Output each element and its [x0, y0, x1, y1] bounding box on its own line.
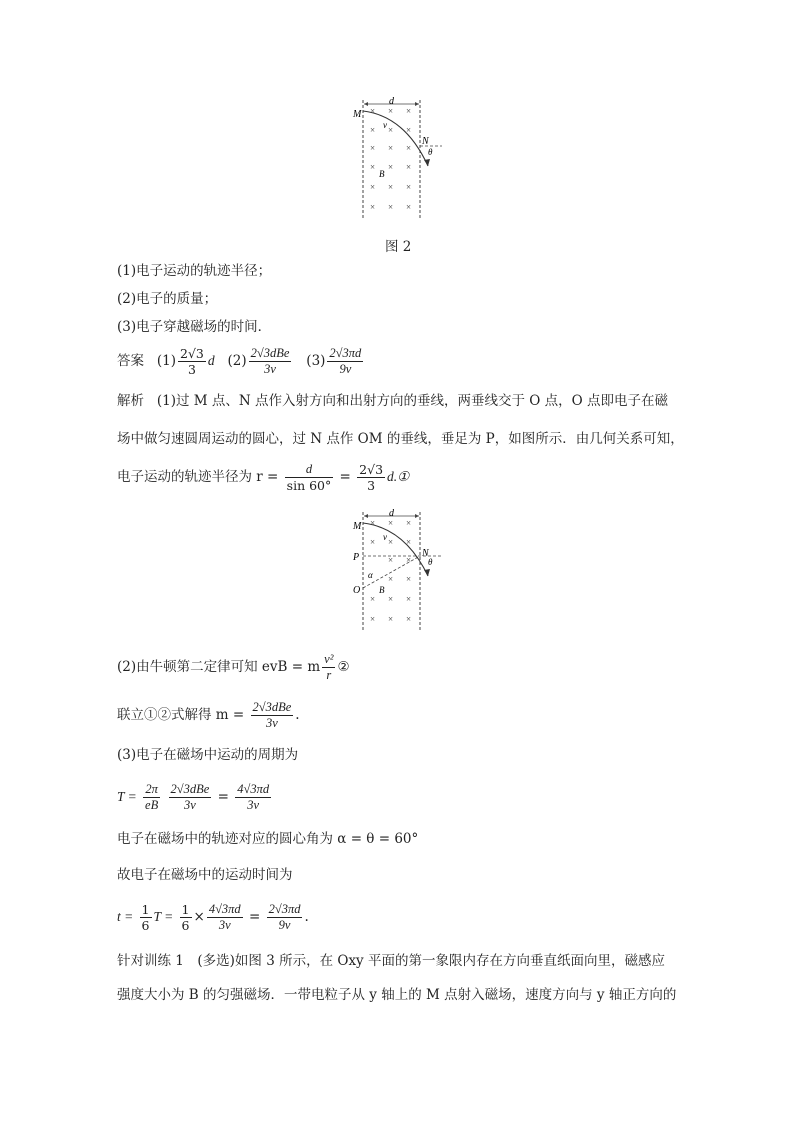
field-label-b: B — [379, 585, 385, 595]
equals-sign: = — [339, 469, 351, 485]
angle-label-theta: θ — [428, 557, 433, 567]
magnetic-field-crosses — [370, 518, 411, 624]
analysis-line-6: (3)电子在磁场中运动的周期为 — [117, 747, 299, 763]
svg-text:×: × — [388, 574, 394, 584]
trajectory-arc — [363, 523, 428, 576]
svg-text:×: × — [388, 537, 394, 547]
question-2: (2)电子的质量； — [117, 291, 218, 307]
point-label-m: M — [353, 521, 362, 532]
mass-text: 联立①②式解得 m = — [117, 707, 245, 723]
answer-1-prefix: (1) — [156, 353, 176, 369]
analysis-line-10: t = $\frac{1}{6}$ T = $\frac{1}{6}$ × $\frac{4√3\pi d}{3v}$ = $\frac{2√3\pi d}{9v}$ . — [117, 902, 309, 933]
svg-text:×: × — [370, 537, 376, 547]
radius-fraction-1: $\frac{d}{\sin 60^\circ}$ — [286, 462, 332, 493]
svg-text:×: × — [388, 202, 394, 212]
analysis-line-8: 电子在磁场中的轨迹对应的圆心角为 α = θ = 60° — [117, 831, 419, 847]
svg-text:×: × — [388, 125, 394, 135]
analysis-line-9: 故电子在磁场中的运动时间为 — [117, 867, 293, 883]
svg-text:×: × — [406, 182, 412, 192]
svg-text:×: × — [406, 537, 412, 547]
point-label-o: O — [353, 585, 361, 596]
svg-text:×: × — [406, 555, 412, 565]
angle-label-theta: θ — [428, 147, 433, 157]
time-fraction-1: $\frac{1}{6}$ — [141, 902, 150, 933]
trajectory-arc — [363, 111, 428, 166]
angle-label-alpha: α — [368, 570, 373, 580]
svg-text:×: × — [388, 182, 394, 192]
svg-text:×: × — [406, 614, 412, 624]
svg-text:×: × — [370, 143, 376, 153]
radius-end: d.① — [387, 469, 410, 484]
svg-text:×: × — [370, 202, 376, 212]
period-fraction-3: $\frac{4√3\pi d}{3v}$ — [237, 782, 270, 812]
mass-fraction: $\frac{\text{2√3dBe}}{3v}$ — [252, 700, 292, 730]
svg-text:×: × — [406, 594, 412, 604]
svg-text:×: × — [406, 202, 412, 212]
answer-2-fraction: $\frac{\text{2√3dBe}}{3v}$ — [250, 346, 290, 376]
velocity-label-v: v — [383, 120, 387, 130]
svg-text:×: × — [388, 106, 394, 116]
svg-text:×: × — [406, 143, 412, 153]
svg-text:×: × — [406, 125, 412, 135]
answer-2-prefix: (2) — [227, 353, 247, 369]
eq-marker-2: ② — [337, 659, 350, 675]
velocity-label-v: v — [383, 532, 387, 542]
analysis-line-2: 场中做匀速圆周运动的圆心，过 N 点作 OM 的垂线，垂足为 P，如图所示．由几何关系可知， — [117, 431, 684, 447]
answer-line — [117, 346, 365, 377]
field-label-b: B — [379, 169, 385, 179]
svg-text:×: × — [370, 182, 376, 192]
point-label-n: N — [422, 136, 429, 147]
analysis-label: 解析 — [117, 393, 144, 409]
svg-text:×: × — [370, 162, 376, 172]
analysis-line-3 — [117, 462, 409, 493]
width-label-d: d — [389, 96, 394, 107]
analysis-line-7: T = $\frac{2\pi}{eB}$ $\frac{\text{2√3dBe}}{3v}$ = $\frac{4√3\pi d}{3v}$ — [117, 782, 270, 812]
svg-text:×: × — [370, 614, 376, 624]
period-fraction-1: $\frac{2\pi}{eB}$ — [145, 782, 159, 812]
practice-line-1: 针对训练 1 (多选)如图 3 所示，在 Oxy 平面的第一象限内存在方向垂直纸面向里，磁感应 — [117, 953, 665, 969]
newton-fraction: $\frac{\text{v²}}{r}$ — [324, 652, 334, 682]
question-1: (1)电子运动的轨迹半径； — [117, 263, 272, 279]
time-fraction-3: $\frac{4√3\pi d}{3v}$ — [208, 902, 241, 932]
svg-text:×: × — [370, 594, 376, 604]
answer-3-fraction: $\frac{2√3\pi d}{9v}$ — [329, 346, 362, 376]
svg-text:×: × — [388, 162, 394, 172]
time-fraction-4: $\frac{2√3\pi d}{9v}$ — [268, 902, 301, 932]
svg-text:×: × — [388, 518, 394, 528]
svg-text:×: × — [370, 106, 376, 116]
svg-text:×: × — [406, 574, 412, 584]
svg-text:×: × — [388, 614, 394, 624]
newton-law-text: (2)由牛顿第二定律可知 evB = m — [117, 659, 321, 675]
point-label-n: N — [422, 548, 429, 559]
svg-text:×: × — [370, 125, 376, 135]
svg-text:×: × — [406, 518, 412, 528]
svg-text:×: × — [388, 594, 394, 604]
figure-2 — [350, 96, 450, 226]
period-fraction-2: $\frac{\text{2√3dBe}}{3v}$ — [170, 782, 210, 812]
svg-text:×: × — [370, 518, 376, 528]
svg-text:×: × — [406, 106, 412, 116]
point-label-p: P — [353, 552, 360, 563]
analysis-line-1 — [117, 392, 668, 410]
answer-label: 答案 — [117, 353, 144, 369]
practice-line-2: 强度大小为 B 的匀强磁场．一带电粒子从 y 轴上的 M 点射入磁场，速度方向与 y 轴正方向的 — [117, 987, 677, 1003]
point-label-m: M — [353, 109, 362, 120]
answer-1-fraction: $\frac{2√3}{3}$ — [180, 346, 204, 377]
analysis-line-5: 联立①②式解得 m = $\frac{\text{2√3dBe}}{3v}$ . — [117, 700, 300, 730]
radius-label: 电子运动的轨迹半径为 r = — [117, 469, 279, 485]
answer-1-suffix: d — [207, 353, 215, 368]
analysis-text-1: (1)过 M 点、N 点作入射方向和出射方向的垂线，两垂线交于 O 点，O 点即电子在磁 — [156, 393, 669, 409]
magnetic-field-crosses — [370, 106, 411, 212]
width-label-d: d — [389, 508, 394, 519]
figure-2-caption: 图 2 — [385, 239, 412, 255]
radius-fraction-2: $\frac{2√3}{3}$ — [359, 462, 384, 493]
solution-figure — [350, 508, 450, 638]
svg-text:×: × — [388, 555, 394, 565]
time-fraction-2: $\frac{1}{6}$ — [181, 902, 190, 933]
answer-3-prefix: (3) — [306, 353, 326, 369]
analysis-line-4 — [117, 652, 350, 683]
question-3: (3)电子穿越磁场的时间． — [117, 319, 272, 335]
svg-text:×: × — [406, 162, 412, 172]
svg-text:×: × — [388, 143, 394, 153]
